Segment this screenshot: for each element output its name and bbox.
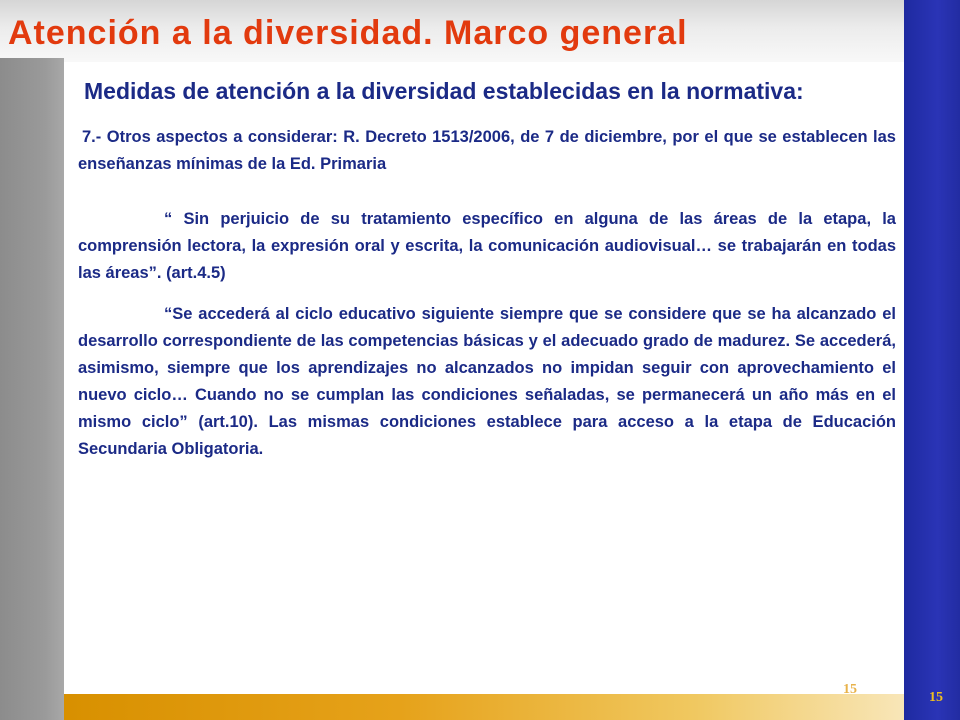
slide-content [78, 74, 896, 477]
right-decorative-band [904, 0, 960, 720]
quote-art-4-5: “ Sin perjuicio de su tratamiento específico en alguna de las áreas de la etapa, la comprensión lectora, la expresión oral y escrita, la comunicación audiovisual… se trabajarán en todas las áreas”. (art.4.5) [78, 210, 896, 282]
slide-subtitle: Medidas de atención a la diversidad establecidas en la normativa: [84, 78, 804, 104]
page-number-left: 15 [843, 682, 857, 697]
section-heading: 7.- Otros aspectos a considerar: R. Decreto 1513/2006, de 7 de diciembre, por el que se establecen las enseñanzas mínimas de la Ed. Primaria [78, 128, 896, 173]
page-number-right: 15 [929, 690, 943, 705]
bottom-decorative-band [64, 694, 904, 720]
left-decorative-band [0, 58, 64, 720]
quote-art-10: “Se accederá al ciclo educativo siguiente siempre que se considere que se ha alcanzado el desarrollo correspondiente de las competencias básicas y el adecuado grado de madurez. Se accederá, asimismo, siempre que los aprendizajes no alcanzados no impidan seguir con aprovechamiento el nuevo ciclo… Cuando no se cumplan las condiciones señaladas, se permanecerá un año más en el mismo ciclo” (art.10). Las mismas condiciones establece para acceso a la etapa de Educación Secundaria Obligatoria. [78, 305, 896, 458]
slide-title: Atención a la diversidad. Marco general [8, 14, 688, 52]
